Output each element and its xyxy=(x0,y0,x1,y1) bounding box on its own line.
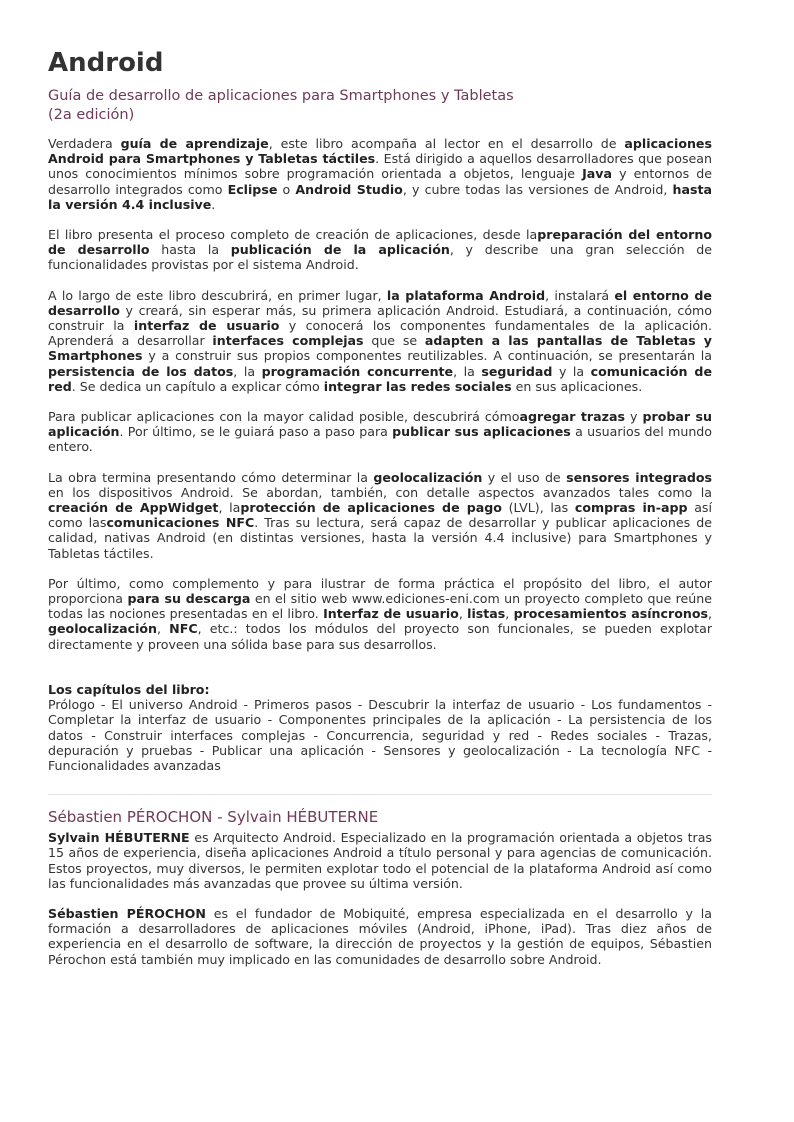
author-bio-hebuterne: Sylvain HÉBUTERNE es Arquitecto Android. Especializado en la programación orientada a objetos tras 15 años de experiencia, diseña aplicaciones Android a título personal y para agencias de comunicación. Estos proyectos, muy diversos, le permiten explotar todo el potencial de la plataforma Android así como las funcionalidades más avanzadas que provee su última versión. xyxy=(48,830,712,891)
download-paragraph: Por último, como complemento y para ilustrar de forma práctica el propósito del libro, el autor proporciona para su descarga en el sitio web www.ediciones-eni.com un proyecto completo que reúne todas las nociones presentadas en el libro. Interfaz de usuario, listas, procesamientos asíncronos, geolocalización, NFC, etc.: todos los módulos del proyecto son funcionales, se pueden explotar directamente y proveen una sólida base para sus desarrollos. xyxy=(48,575,712,652)
chapters-list: Prólogo - El universo Android - Primeros pasos - Descubrir la interfaz de usuario - Los fundamentos - Completar la interfaz de usuario - Componentes principales de la aplicación - La persistencia de los datos - Construir interfaces complejas - Concurrencia, seguridad y red - Redes sociales - Trazas, depuración y pruebas - Publicar una aplicación - Sensores y geolocalización - La tecnología NFC - Funcionalidades avanzadas xyxy=(48,697,712,773)
author-bio-perochon: Sébastien PÉROCHON es el fundador de Mobiquité, empresa especializada en el desarrollo y la formación a desarrolladores de aplicaciones móviles (Android, iPhone, iPad). Tras diez años de experiencia en el desarrollo de software, la dirección de proyectos y la gestión de equipos, Sébastien Pérochon está también muy implicado en las comunidades de desarrollo sobre Android. xyxy=(48,905,712,967)
chapters-title: Los capítulos del libro: xyxy=(48,681,210,697)
process-paragraph: El libro presenta el proceso completo de creación de aplicaciones, desde lapreparación del entorno de desarrollo hasta la publicación de la aplicación, y describe una gran selección de funcionalidades provistas por el sistema Android. xyxy=(48,227,712,273)
section-divider xyxy=(48,794,712,795)
book-subtitle xyxy=(48,87,712,125)
authors-heading: Sébastien PÉROCHON - Sylvain HÉBUTERNE xyxy=(48,808,379,827)
book-title: Android xyxy=(48,48,164,78)
subtitle-line-1: Guía de desarrollo de aplicaciones para Smartphones y Tabletas xyxy=(48,88,514,104)
intro-paragraph: Verdadera guía de aprendizaje, este libro acompaña al lector en el desarrollo de aplicaciones Android para Smartphones y Tabletas táctiles. Está dirigido a aquellos desarrolladores que posean unos conocimientos mínimos sobre programación orientada a objetos, lenguaje Java y entornos de desarrollo integrados como Eclipse o Android Studio, y cubre todas las versiones de Android, hasta la versión 4.4 inclusive. xyxy=(48,136,712,212)
subtitle-line-2: (2a edición) xyxy=(48,107,135,123)
book-description-page xyxy=(48,46,712,982)
advanced-paragraph: La obra termina presentando cómo determinar la geolocalización y el uso de sensores integrados en los dispositivos Android. Se abordan, también, con detalle aspectos avanzados tales como la creación de AppWidget, laprotección de aplicaciones de pago (LVL), las compras in-app así como lascomunicaciones NFC. Tras su lectura, será capaz de desarrollar y publicar aplicaciones de calidad, nativas Android (en distintas versiones, hasta la versión 4.4 inclusive) para Smartphones y Tabletas táctiles. xyxy=(48,469,713,561)
publishing-paragraph: Para publicar aplicaciones con la mayor calidad posible, descubrirá cómoagregar trazas y probar su aplicación. Por último, se le guiará paso a paso para publicar sus aplicaciones a usuarios del mundo entero. xyxy=(48,409,713,455)
content-paragraph: A lo largo de este libro descubrirá, en primer lugar, la plataforma Android, instalará el entorno de desarrollo y creará, sin esperar más, su primera aplicación Android. Estudiará, a continuación, cómo construir la interfaz de usuario y conocerá los componentes fundamentales de la aplicación. Aprenderá a desarrollar interfaces complejas que se adapten a las pantallas de Tabletas y Smartphones y a construir sus propios componentes reutilizables. A continuación, se presentarán la persistencia de los datos, la programación concurrente, la seguridad y la comunicación de red. Se dedica un capítulo a explicar cómo integrar las redes sociales en sus aplicaciones. xyxy=(48,287,713,394)
